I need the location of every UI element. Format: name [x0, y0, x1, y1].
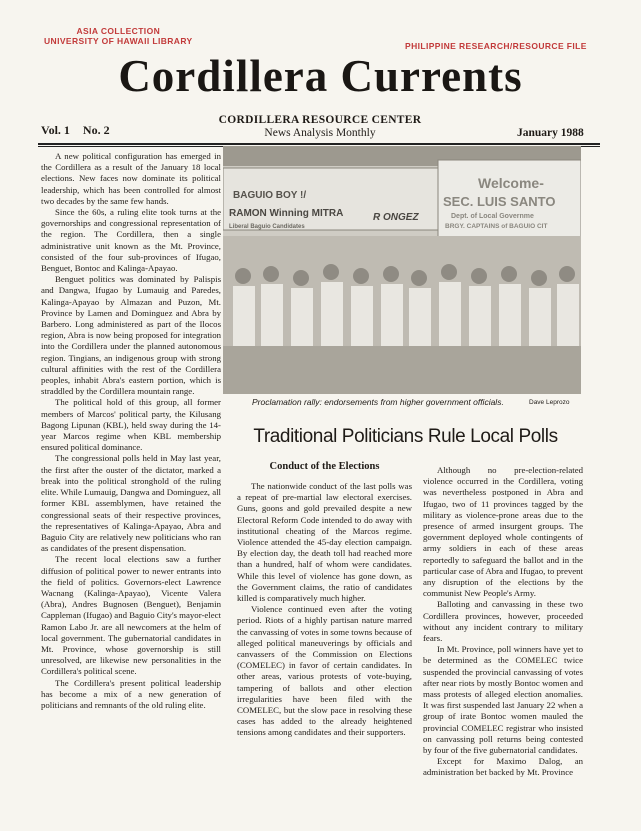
- banner-left-1: BAGUIO BOY !/: [233, 190, 307, 201]
- issue-volume: [41, 123, 120, 138]
- issue-date: January 1988: [517, 127, 584, 139]
- banner-right-1: Welcome-: [478, 175, 544, 191]
- banner-right-3: Dept. of Local Governme: [451, 213, 534, 220]
- article-headline: Traditional Politicians Rule Local Polls: [253, 426, 558, 447]
- publication-tagline: News Analysis Monthly: [264, 127, 376, 139]
- middle-column: [237, 481, 412, 739]
- banner-left-3: Liberal Baguio Candidates: [229, 224, 305, 230]
- banner-right-2: SEC. LUIS SANTO: [443, 194, 556, 209]
- photo-caption: Proclamation rally: endorsements from higher government officials.: [252, 397, 504, 407]
- paragraph: Balloting and canvassing in these two Cordillera provinces, however, proceeded without any incident contrary to military fears.: [423, 599, 583, 644]
- rally-photo: [223, 146, 581, 394]
- paragraph: In Mt. Province, poll winners have yet to be determined as the COMELEC twice suspended the provincial canvassing of votes after near riots by mostly Bontoc women and mass protests of alleged election anomalies. It was first suspended last January 22 when a group of irate Bontoc women mauled the provincial COMELEC registrar who insisted on canvassing poll returns being contested by four of the five gubernatorial candidates.: [423, 644, 583, 756]
- paragraph: The Cordillera's present political leadership has become a mix of a new generation of politicians and remnants of the old ruling elite.: [41, 677, 221, 710]
- publisher-name: CORDILLERA RESOURCE CENTER: [218, 114, 422, 126]
- paragraph: Benguet politics was dominated by Palispis and Dangwa, Ifugao by Lumauig and Paredes, Kalinga-Apayao by Almazan and Puzon, Mt. Province by Lamen and Dominguez and Abra by Barbero. Long administered as part of the Ilocos region, Abra is now being proposed for integration into the Cordillera under the planned autonomous region. Tingians, an indigenous group with strong cultural affinities with the rest of the Cordillera peoples, inhabit Abra's eastern portion, which is straddled by the Cordillera mountain range.: [41, 274, 221, 397]
- right-column: [423, 465, 583, 779]
- banner-mid: R ONGEZ: [373, 212, 419, 223]
- masthead-title: Cordillera Currents: [118, 51, 523, 101]
- header-rule: [38, 143, 600, 145]
- paragraph: A new political configuration has emerged in the Cordillera as a result of the January 18 local elections. New faces now dominate its political leadership, which has been controlled for almost two decades by the same few hands.: [41, 151, 221, 206]
- paragraph: The congressional polls held in May last year, the first after the ouster of the dictator, marked a break into the political stronghold of the ruling elite. While Lumauig, Dangwa and Dominguez, all former KBL assemblymen, have retained the congressional seats of their respective provinces, the representatives of Kalinga-Apayao, Abra and Baguio City are relatively new politicians who ran as candidates of the present dispensation.: [41, 453, 221, 554]
- section-subhead: Conduct of the Elections: [269, 461, 380, 472]
- number-label: No. 2: [82, 123, 110, 137]
- publisher-block: [200, 114, 440, 140]
- paragraph: Violence continued even after the voting period. Riots of a highly partisan nature marred the canvassing of votes in some towns because of alleged political maneuverings by officials and canvassers of the Commission on Elections (COMELEC) in favor of certain candidates. In other areas, various protests of vote-buying, tampering of ballots and other election irregularities have been filed with the COMELEC, but the slow pace in resolving these cases has added to the already heightened tensions among candidates and their supporters.: [237, 604, 412, 738]
- paragraph: Since the 60s, a ruling elite took turns at the governorships and congressional representation of the region. The Cordillera, then a single administrative unit known as the Mt. Province, consisted of the four sub-provinces of Ifugao, Benguet, Bontoc and Kalinga-Apayao.: [41, 207, 221, 274]
- banner-left-2: RAMON Winning MITRA: [229, 208, 344, 219]
- research-file-stamp: PHILIPPINE RESEARCH/RESOURCE FILE: [405, 41, 587, 51]
- photo-credit: Dave Leprozo: [529, 399, 570, 406]
- paragraph: The recent local elections saw a further diffusion of political power to newer entrants into the field of politics. Governors-elect Lawrence Wacnang (Kalinga-Apayao), Vicente Valera (Abra), Andres Bugnosen (Benguet), Benjamin Cappleman (Ifugao) and Baguio City's mayor-elect Ramon Labo Jr. are all newcomers at the helm of local government. The gubernatorial candidates in Mt. Province, whose governorship is still unresolved, are likewise new personalities in the Cordillera's political scene.: [41, 554, 221, 677]
- paragraph: The political hold of this group, all former members of Marcos' political party, the Kilusang Bagong Lipunan (KBL), held sway during the 14-year Marcos regime when KBL membership ensured political dominance.: [41, 397, 221, 453]
- paragraph: Although no pre-election-related violence occurred in the Cordillera, voting was nevertheless postponed in Abra and Ifugao, two of 11 provinces tagged by the military as violence-prone areas due to the presence of armed insurgent groups. The government deployed whole contingents of army soldiers in each of these areas reportedly to safeguard the ballot and in the particular case of Abra and Ifugao, to prevent any disruption of the elections by the communist New People's Army.: [423, 465, 583, 599]
- library-stamp: [44, 26, 193, 46]
- paragraph: Except for Maximo Dalog, an administration bet backed by Mt. Province: [423, 756, 583, 778]
- stamp-left-line2: UNIVERSITY OF HAWAII LIBRARY: [44, 36, 193, 46]
- left-column: [41, 151, 221, 711]
- stamp-left-line1: ASIA COLLECTION: [76, 26, 161, 36]
- paragraph: The nationwide conduct of the last polls was a repeat of pre-martial law electoral exercises. Guns, goons and gold prevailed despite a new Electoral Reform Code intended to do away with institutional cheating of the Marcos regime. Violence attended the 45-day election campaign. By election day, the death toll had reached more than a hundred, half of whom were candidates. While this level of violence has gone down, as the Government claims, the ratio of candidates killed is comparatively much higher.: [237, 481, 412, 604]
- banner-right-4: BRGY. CAPTAINS of BAGUIO CIT: [445, 223, 548, 230]
- volume-label: Vol. 1: [41, 123, 70, 137]
- rally-photo-drawing: [223, 146, 581, 394]
